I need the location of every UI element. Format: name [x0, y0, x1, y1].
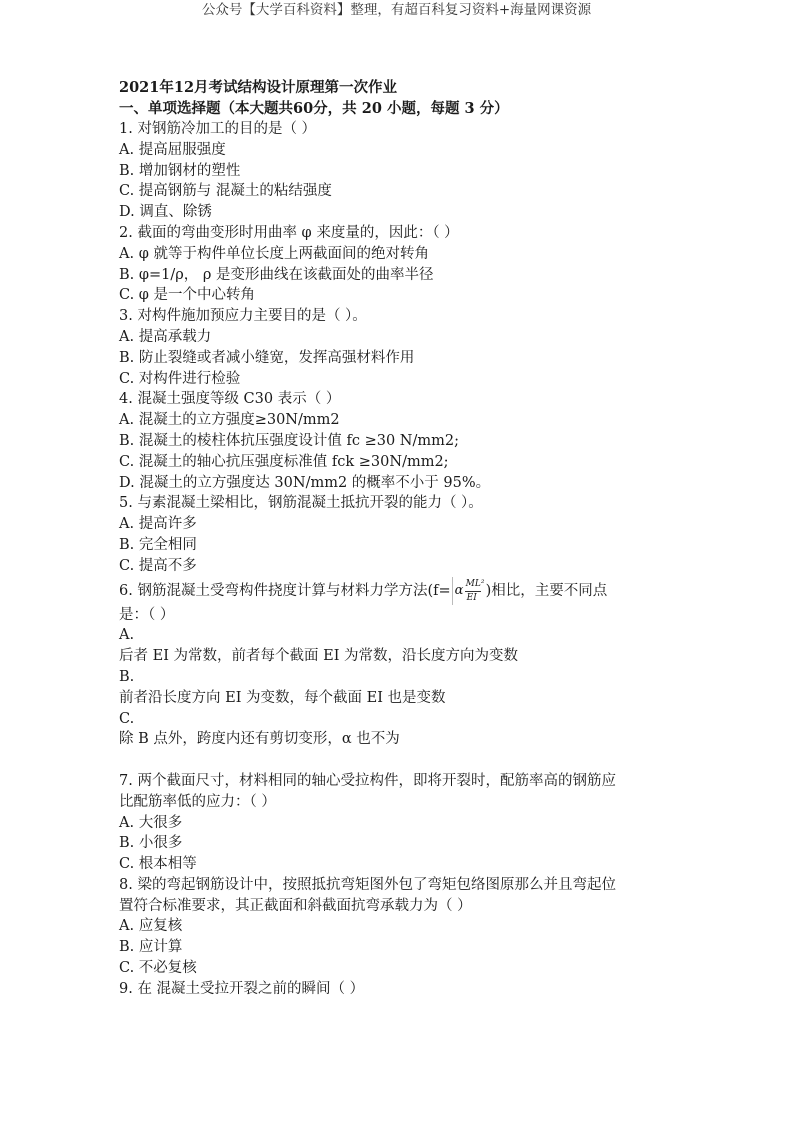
formula-image: [452, 577, 485, 605]
option-line: 后者 EI 为常数，前者每个截面 EI 为常数，沿长度方向为变数: [119, 648, 519, 665]
text-line: D. 调直、除锈: [119, 204, 212, 221]
text-line: B. 完全相同: [119, 536, 197, 553]
question-6-text-end: )相比，主要不同点: [485, 582, 608, 599]
text-line: D. 混凝土的立方强度达 30N/mm2 的概率不小于 95%。: [119, 474, 491, 491]
text-line: A. 大很多: [119, 814, 183, 831]
section-heading: 一、单项选择题（本大题共60分，共 20 小题，每题 3 分）: [119, 100, 509, 117]
text-line: 9. 在 混凝土受拉开裂之前的瞬间（ ）: [119, 980, 365, 997]
text-line: B. 应计算: [119, 939, 183, 956]
question-6-options: [119, 625, 679, 750]
question-8-9: [119, 875, 679, 1000]
blank-line: [119, 750, 679, 771]
option-line: 除 B 点外，跨度内还有剪切变形，α 也不为: [119, 731, 400, 748]
questions-1-5: [119, 119, 679, 577]
text-line: 置符合标准要求，其正截面和斜截面抗弯承载力为（ ）: [119, 897, 472, 914]
formula-denominator: EI: [466, 592, 477, 603]
text-line: C. 对构件进行检验: [119, 370, 241, 387]
text-line: 2. 截面的弯曲变形时用曲率 φ 来度量的，因此：（ ）: [119, 224, 459, 241]
text-line: C. 根本相等: [119, 856, 197, 873]
text-line: 7. 两个截面尺寸，材料相同的轴心受拉构件，即将开裂时，配筋率高的钢筋应: [119, 772, 616, 789]
question-6-text-start: 6. 钢筋混凝土受弯构件挠度计算与材料力学方法(f=: [119, 582, 451, 599]
option-line: A.: [119, 627, 135, 644]
text-line: B. 增加钢材的塑性: [119, 162, 241, 179]
text-line: A. 应复核: [119, 918, 183, 935]
question-7: [119, 771, 679, 875]
text-line: A. 提高许多: [119, 516, 197, 533]
text-line: 8. 梁的弯起钢筋设计中，按照抵抗弯矩图外包了弯矩包络图原那么并且弯起位: [119, 876, 616, 893]
text-line: 4. 混凝土强度等级 C30 表示（ ）: [119, 391, 341, 408]
text-line: B. 防止裂缝或者减小缝宽，发挥高强材料作用: [119, 349, 415, 366]
question-6-stem-cont: 是：（ ）: [119, 606, 175, 623]
text-line: C. 混凝土的轴心抗压强度标准值 fck ≥30N/mm2;: [119, 453, 449, 470]
text-line: A. 提高承载力: [119, 328, 212, 345]
formula-alpha: α: [454, 582, 464, 598]
question-6-stem: [119, 577, 679, 605]
option-line: B.: [119, 668, 135, 685]
page-title: 2021年12月考试结构设计原理第一次作业: [119, 79, 398, 96]
text-line: A. 混凝土的立方强度≥30N/mm2: [119, 412, 340, 429]
text-line: C. 提高不多: [119, 557, 197, 574]
text-line: 比配筋率低的应力：（ ）: [119, 793, 276, 810]
text-line: A. 提高屈服强度: [119, 141, 226, 158]
text-line: C. φ 是一个中心转角: [119, 287, 256, 304]
formula-numerator: ML²: [465, 578, 485, 589]
text-line: 3. 对构件施加预应力主要目的是（ ）。: [119, 308, 367, 325]
document-body: [119, 78, 679, 1000]
text-line: B. 小很多: [119, 835, 183, 852]
text-line: 1. 对钢筋冷加工的目的是（ ）: [119, 121, 317, 137]
header-banner: 公众号【大学百科资料】整理，有超百科复习资料+海量网课资源: [201, 2, 592, 18]
text-line: B. φ=1/ρ， ρ 是变形曲线在该截面处的曲率半径: [119, 266, 434, 283]
text-line: C. 不必复核: [119, 960, 197, 977]
text-line: B. 混凝土的棱柱体抗压强度设计值 fc ≥30 N/mm2;: [119, 432, 459, 449]
option-line: 前者沿长度方向 EI 为变数，每个截面 EI 也是变数: [119, 689, 446, 706]
formula-fraction-bar: [465, 591, 481, 592]
text-line: A. φ 就等于构件单位长度上两截面间的绝对转角: [119, 245, 429, 262]
text-line: 5. 与素混凝土梁相比，钢筋混凝土抵抗开裂的能力（ ）。: [119, 495, 483, 512]
option-line: C.: [119, 710, 135, 727]
text-line: C. 提高钢筋与 混凝土的粘结强度: [119, 183, 332, 200]
